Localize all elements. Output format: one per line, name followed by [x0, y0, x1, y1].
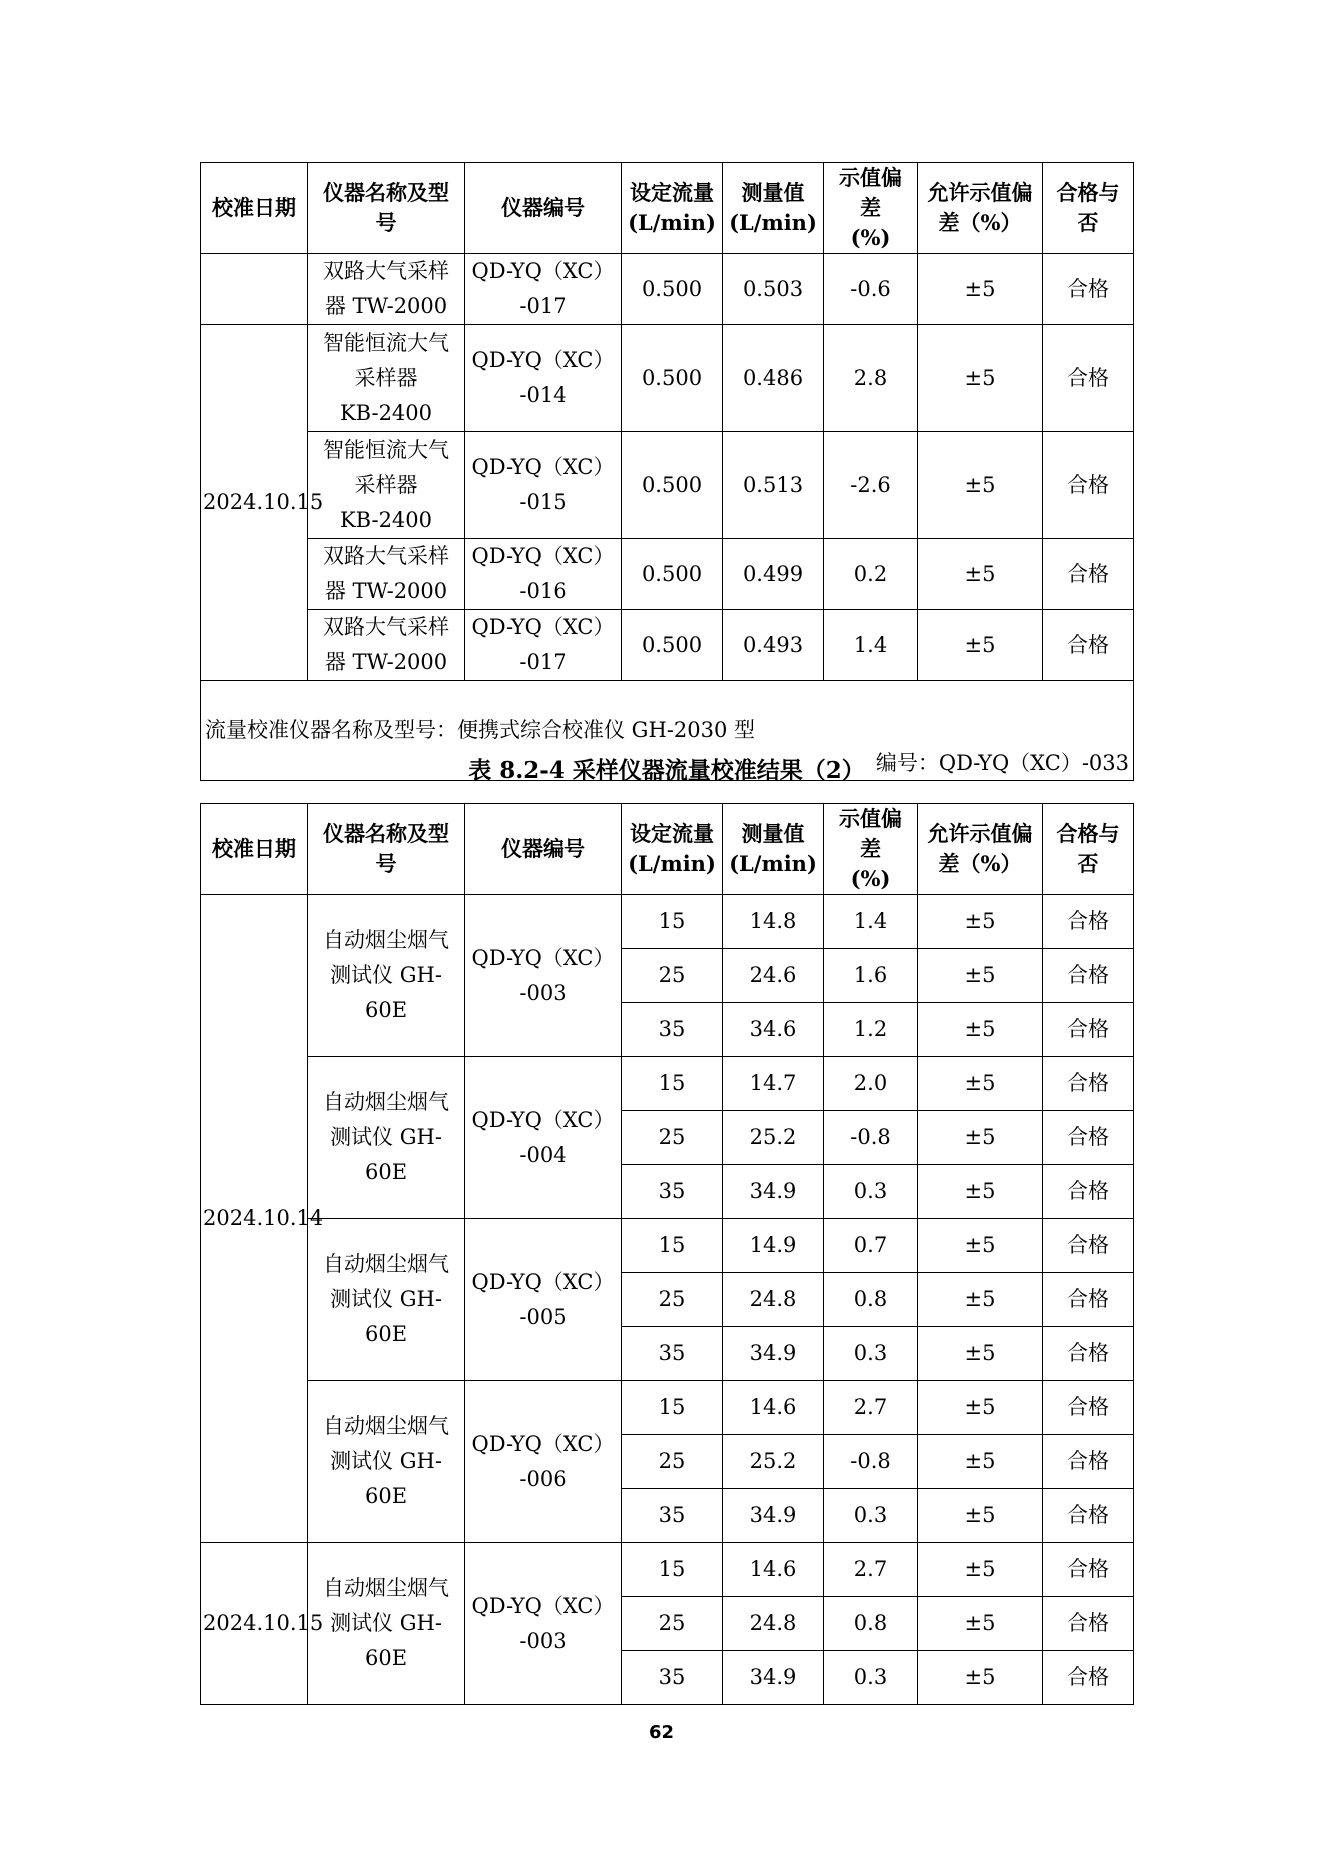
- deviation-cell: 0.3: [824, 1165, 918, 1219]
- result-cell: 合格: [1043, 895, 1134, 949]
- result-cell: 合格: [1043, 1111, 1134, 1165]
- set-flow-cell: 15: [622, 1381, 723, 1435]
- result-cell: 合格: [1043, 1651, 1134, 1705]
- deviation-cell: 2.7: [824, 1543, 918, 1597]
- result-cell: 合格: [1043, 949, 1134, 1003]
- header-set-flow: 设定流量 (L/min): [622, 163, 723, 254]
- instrument-id-cell: QD-YQ（XC） -006: [465, 1381, 622, 1543]
- measured-cell: 0.499: [723, 539, 824, 610]
- result-cell: 合格: [1043, 432, 1134, 539]
- deviation-cell: 2.8: [824, 325, 918, 432]
- measured-cell: 34.9: [723, 1651, 824, 1705]
- instrument-id-cell: QD-YQ（XC） -017: [465, 254, 622, 325]
- deviation-cell: 0.7: [824, 1219, 918, 1273]
- instrument-name-cell: 自动烟尘烟气 测试仪 GH-60E: [308, 1381, 465, 1543]
- header-measured: 测量值 (L/min): [723, 163, 824, 254]
- date-cell: 2024.10.15: [201, 325, 308, 681]
- set-flow-cell: 25: [622, 1435, 723, 1489]
- allowed-cell: ±5: [918, 254, 1043, 325]
- set-flow-cell: 0.500: [622, 254, 723, 325]
- allowed-cell: ±5: [918, 1165, 1043, 1219]
- allowed-cell: ±5: [918, 1597, 1043, 1651]
- measured-cell: 0.503: [723, 254, 824, 325]
- measured-cell: 24.6: [723, 949, 824, 1003]
- measured-cell: 14.7: [723, 1057, 824, 1111]
- instrument-name-cell: 自动烟尘烟气 测试仪 GH-60E: [308, 1543, 465, 1705]
- set-flow-cell: 25: [622, 949, 723, 1003]
- date-cell: 2024.10.15: [201, 1543, 308, 1705]
- allowed-cell: ±5: [918, 1219, 1043, 1273]
- header-deviation: 示值偏 差 (%): [824, 163, 918, 254]
- table-row: [201, 895, 1134, 949]
- measured-cell: 34.9: [723, 1327, 824, 1381]
- result-cell: 合格: [1043, 1543, 1134, 1597]
- allowed-cell: ±5: [918, 1327, 1043, 1381]
- result-cell: 合格: [1043, 1327, 1134, 1381]
- measured-cell: 24.8: [723, 1273, 824, 1327]
- header-instrument-name: 仪器名称及型 号: [308, 804, 465, 895]
- result-cell: 合格: [1043, 1381, 1134, 1435]
- date-cell: 2024.10.14: [201, 895, 308, 1543]
- allowed-cell: ±5: [918, 1435, 1043, 1489]
- set-flow-cell: 25: [622, 1111, 723, 1165]
- allowed-cell: ±5: [918, 1651, 1043, 1705]
- instrument-id-cell: QD-YQ（XC） -014: [465, 325, 622, 432]
- set-flow-cell: 35: [622, 1003, 723, 1057]
- calibrator-name: 流量校准仪器名称及型号：便携式综合校准仪 GH-2030 型: [205, 718, 755, 742]
- measured-cell: 0.486: [723, 325, 824, 432]
- deviation-cell: -0.6: [824, 254, 918, 325]
- header-instrument-id: 仪器编号: [465, 163, 622, 254]
- measured-cell: 14.6: [723, 1543, 824, 1597]
- allowed-cell: ±5: [918, 325, 1043, 432]
- deviation-cell: 0.8: [824, 1597, 918, 1651]
- table-row: [201, 1219, 1134, 1273]
- header-allowed-deviation: 允许示值偏 差（%）: [918, 163, 1043, 254]
- allowed-cell: ±5: [918, 949, 1043, 1003]
- result-cell: 合格: [1043, 1435, 1134, 1489]
- allowed-cell: ±5: [918, 1489, 1043, 1543]
- deviation-cell: 1.6: [824, 949, 918, 1003]
- result-cell: 合格: [1043, 1489, 1134, 1543]
- set-flow-cell: 15: [622, 895, 723, 949]
- set-flow-cell: 35: [622, 1651, 723, 1705]
- header-row: [201, 804, 1134, 895]
- measured-cell: 14.8: [723, 895, 824, 949]
- set-flow-cell: 0.500: [622, 325, 723, 432]
- allowed-cell: ±5: [918, 1543, 1043, 1597]
- date-cell: [201, 254, 308, 325]
- set-flow-cell: 35: [622, 1489, 723, 1543]
- deviation-cell: 0.3: [824, 1489, 918, 1543]
- header-set-flow: 设定流量 (L/min): [622, 804, 723, 895]
- allowed-cell: ±5: [918, 1057, 1043, 1111]
- table-row: [201, 539, 1134, 610]
- allowed-cell: ±5: [918, 610, 1043, 681]
- set-flow-cell: 0.500: [622, 539, 723, 610]
- header-deviation: 示值偏 差 (%): [824, 804, 918, 895]
- calibration-table-2: [200, 803, 1134, 1705]
- deviation-cell: 2.0: [824, 1057, 918, 1111]
- set-flow-cell: 15: [622, 1219, 723, 1273]
- page-number: 62: [648, 1722, 675, 1743]
- deviation-cell: 0.3: [824, 1651, 918, 1705]
- table-row: [201, 325, 1134, 432]
- instrument-id-cell: QD-YQ（XC） -017: [465, 610, 622, 681]
- calibration-table-1: [200, 162, 1134, 781]
- result-cell: 合格: [1043, 1003, 1134, 1057]
- deviation-cell: 0.3: [824, 1327, 918, 1381]
- header-instrument-id: 仪器编号: [465, 804, 622, 895]
- measured-cell: 34.9: [723, 1165, 824, 1219]
- deviation-cell: 1.4: [824, 610, 918, 681]
- measured-cell: 0.513: [723, 432, 824, 539]
- allowed-cell: ±5: [918, 1111, 1043, 1165]
- measured-cell: 34.6: [723, 1003, 824, 1057]
- deviation-cell: -0.8: [824, 1111, 918, 1165]
- table-row: [201, 1057, 1134, 1111]
- measured-cell: 25.2: [723, 1435, 824, 1489]
- instrument-id-cell: QD-YQ（XC） -004: [465, 1057, 622, 1219]
- header-instrument-name: 仪器名称及型 号: [308, 163, 465, 254]
- header-result: 合格与 否: [1043, 163, 1134, 254]
- allowed-cell: ±5: [918, 1381, 1043, 1435]
- table-row: [201, 1543, 1134, 1597]
- set-flow-cell: 35: [622, 1327, 723, 1381]
- result-cell: 合格: [1043, 254, 1134, 325]
- result-cell: 合格: [1043, 1219, 1134, 1273]
- set-flow-cell: 0.500: [622, 432, 723, 539]
- calibrator-id: 编号：QD-YQ（XC）-033: [875, 751, 1129, 775]
- result-cell: 合格: [1043, 1597, 1134, 1651]
- result-cell: 合格: [1043, 1273, 1134, 1327]
- header-date: 校准日期: [201, 804, 308, 895]
- instrument-name-cell: 智能恒流大气 采样器 KB-2400: [308, 325, 465, 432]
- result-cell: 合格: [1043, 325, 1134, 432]
- deviation-cell: 1.4: [824, 895, 918, 949]
- instrument-name-cell: 双路大气采样 器 TW-2000: [308, 539, 465, 610]
- header-allowed-deviation: 允许示值偏 差（%）: [918, 804, 1043, 895]
- instrument-id-cell: QD-YQ（XC） -005: [465, 1219, 622, 1381]
- measured-cell: 34.9: [723, 1489, 824, 1543]
- instrument-id-cell: QD-YQ（XC） -016: [465, 539, 622, 610]
- deviation-cell: -0.8: [824, 1435, 918, 1489]
- table-row: [201, 432, 1134, 539]
- result-cell: 合格: [1043, 610, 1134, 681]
- table-row: [201, 1381, 1134, 1435]
- table-row: [201, 610, 1134, 681]
- measured-cell: 24.8: [723, 1597, 824, 1651]
- set-flow-cell: 35: [622, 1165, 723, 1219]
- deviation-cell: -2.6: [824, 432, 918, 539]
- header-date: 校准日期: [201, 163, 308, 254]
- table-row: [201, 254, 1134, 325]
- result-cell: 合格: [1043, 1165, 1134, 1219]
- allowed-cell: ±5: [918, 1273, 1043, 1327]
- instrument-name-cell: 双路大气采样 器 TW-2000: [308, 610, 465, 681]
- deviation-cell: 0.8: [824, 1273, 918, 1327]
- instrument-name-cell: 双路大气采样 器 TW-2000: [308, 254, 465, 325]
- instrument-id-cell: QD-YQ（XC） -003: [465, 895, 622, 1057]
- table-caption: 表 8.2-4 采样仪器流量校准结果（2）: [468, 757, 865, 784]
- instrument-name-cell: 智能恒流大气 采样器 KB-2400: [308, 432, 465, 539]
- allowed-cell: ±5: [918, 539, 1043, 610]
- measured-cell: 25.2: [723, 1111, 824, 1165]
- set-flow-cell: 15: [622, 1057, 723, 1111]
- deviation-cell: 0.2: [824, 539, 918, 610]
- instrument-name-cell: 自动烟尘烟气 测试仪 GH-60E: [308, 895, 465, 1057]
- set-flow-cell: 25: [622, 1273, 723, 1327]
- deviation-cell: 1.2: [824, 1003, 918, 1057]
- measured-cell: 14.9: [723, 1219, 824, 1273]
- result-cell: 合格: [1043, 1057, 1134, 1111]
- allowed-cell: ±5: [918, 895, 1043, 949]
- header-result: 合格与 否: [1043, 804, 1134, 895]
- deviation-cell: 2.7: [824, 1381, 918, 1435]
- allowed-cell: ±5: [918, 432, 1043, 539]
- set-flow-cell: 15: [622, 1543, 723, 1597]
- instrument-name-cell: 自动烟尘烟气 测试仪 GH-60E: [308, 1057, 465, 1219]
- result-cell: 合格: [1043, 539, 1134, 610]
- set-flow-cell: 25: [622, 1597, 723, 1651]
- header-row: [201, 163, 1134, 254]
- instrument-name-cell: 自动烟尘烟气 测试仪 GH-60E: [308, 1219, 465, 1381]
- allowed-cell: ±5: [918, 1003, 1043, 1057]
- measured-cell: 14.6: [723, 1381, 824, 1435]
- instrument-id-cell: QD-YQ（XC） -015: [465, 432, 622, 539]
- set-flow-cell: 0.500: [622, 610, 723, 681]
- header-measured: 测量值 (L/min): [723, 804, 824, 895]
- instrument-id-cell: QD-YQ（XC） -003: [465, 1543, 622, 1705]
- measured-cell: 0.493: [723, 610, 824, 681]
